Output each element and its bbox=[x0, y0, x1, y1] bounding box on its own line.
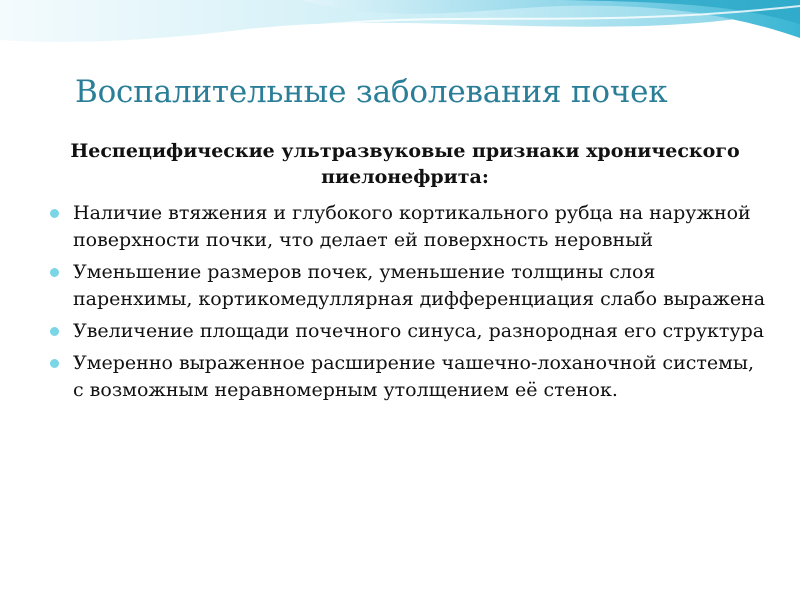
slide-title: Воспалительные заболевания почек bbox=[75, 74, 668, 110]
bullet-dot-icon bbox=[50, 268, 59, 277]
bullet-dot-icon bbox=[50, 359, 59, 368]
bullet-text: Умеренно выраженное расширение чашечно-лоханочной системы, с возможным неравномерным утолщением её стенок. bbox=[73, 352, 755, 401]
bullet-list bbox=[48, 200, 768, 409]
bullet-dot-icon bbox=[50, 327, 59, 336]
bullet-item bbox=[48, 350, 768, 404]
bullet-text: Уменьшение размеров почек, уменьшение толщины слоя паренхимы, кортикомедуллярная дифференциация слабо выражена bbox=[73, 261, 766, 310]
slide-subtitle: Неспецифические ультразвуковые признаки хронического пиелонефрита: bbox=[70, 140, 740, 188]
bullet-text: Наличие втяжения и глубокого кортикального рубца на наружной поверхности почки, что делает ей поверхность неровный bbox=[73, 202, 751, 251]
bullet-item bbox=[48, 318, 768, 345]
bullet-text: Увеличение площади почечного синуса, разнородная его структура bbox=[73, 320, 765, 342]
bullet-item bbox=[48, 259, 768, 313]
bullet-item bbox=[48, 200, 768, 254]
bullet-dot-icon bbox=[50, 209, 59, 218]
header-wave-decoration bbox=[0, 0, 800, 80]
